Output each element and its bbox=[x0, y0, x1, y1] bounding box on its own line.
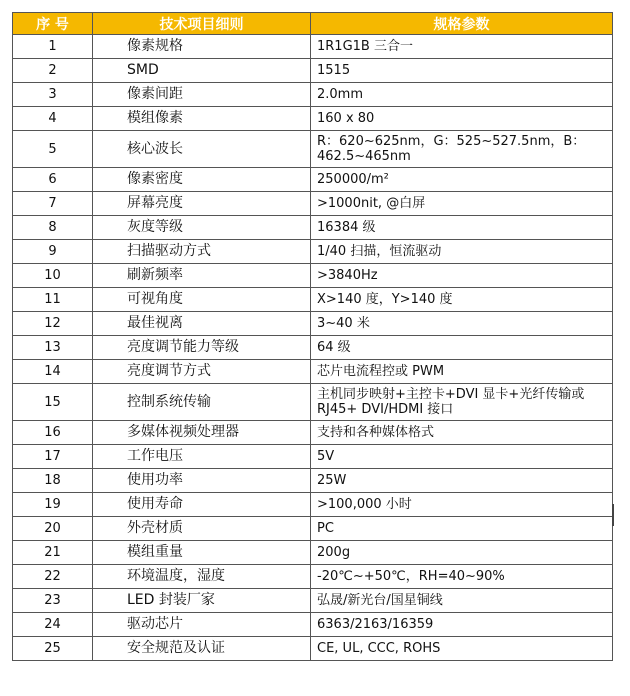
table-row bbox=[13, 637, 613, 661]
row-value: 16384 级 bbox=[311, 216, 613, 240]
row-number: 23 bbox=[13, 589, 93, 613]
row-number: 13 bbox=[13, 336, 93, 360]
row-number: 6 bbox=[13, 168, 93, 192]
row-value: >100,000 小时 bbox=[311, 493, 613, 517]
table-row bbox=[13, 35, 613, 59]
table-row bbox=[13, 336, 613, 360]
row-value: CE, UL, CCC, ROHS bbox=[311, 637, 613, 661]
row-item: SMD bbox=[93, 59, 311, 83]
row-item: 屏幕亮度 bbox=[93, 192, 311, 216]
row-number: 9 bbox=[13, 240, 93, 264]
edge-mark bbox=[612, 504, 618, 526]
row-item: 可视角度 bbox=[93, 288, 311, 312]
row-item: 像素密度 bbox=[93, 168, 311, 192]
table-row bbox=[13, 288, 613, 312]
table-row bbox=[13, 589, 613, 613]
row-item: 核心波长 bbox=[93, 131, 311, 168]
row-value: 64 级 bbox=[311, 336, 613, 360]
row-item: 安全规范及认证 bbox=[93, 637, 311, 661]
table-row bbox=[13, 192, 613, 216]
row-item: 亮度调节能力等级 bbox=[93, 336, 311, 360]
row-number: 17 bbox=[13, 445, 93, 469]
row-number: 1 bbox=[13, 35, 93, 59]
row-item: 灰度等级 bbox=[93, 216, 311, 240]
row-number: 11 bbox=[13, 288, 93, 312]
row-number: 22 bbox=[13, 565, 93, 589]
row-value: 主机同步映射+主控卡+DVI 显卡+光纤传输或 RJ45+ DVI/HDMI 接口 bbox=[311, 384, 613, 421]
row-item: 最佳视离 bbox=[93, 312, 311, 336]
row-value: 支持和各种媒体格式 bbox=[311, 421, 613, 445]
spec-table bbox=[12, 12, 613, 661]
row-item: 模组像素 bbox=[93, 107, 311, 131]
row-number: 24 bbox=[13, 613, 93, 637]
spec-table-body bbox=[13, 35, 613, 661]
row-item: 驱动芯片 bbox=[93, 613, 311, 637]
row-number: 25 bbox=[13, 637, 93, 661]
row-value: >1000nit, @白屏 bbox=[311, 192, 613, 216]
row-item: 外壳材质 bbox=[93, 517, 311, 541]
row-value: 1/40 扫描，恒流驱动 bbox=[311, 240, 613, 264]
table-row bbox=[13, 445, 613, 469]
row-number: 16 bbox=[13, 421, 93, 445]
row-item: 像素间距 bbox=[93, 83, 311, 107]
row-value: 200g bbox=[311, 541, 613, 565]
row-item: 亮度调节方式 bbox=[93, 360, 311, 384]
table-row bbox=[13, 83, 613, 107]
row-item: 像素规格 bbox=[93, 35, 311, 59]
row-number: 2 bbox=[13, 59, 93, 83]
table-row bbox=[13, 107, 613, 131]
row-value: 160 x 80 bbox=[311, 107, 613, 131]
header-no: 序 号 bbox=[13, 13, 93, 35]
row-number: 12 bbox=[13, 312, 93, 336]
row-number: 20 bbox=[13, 517, 93, 541]
table-row bbox=[13, 312, 613, 336]
row-value: -20℃~+50℃，RH=40~90% bbox=[311, 565, 613, 589]
row-number: 19 bbox=[13, 493, 93, 517]
header-row bbox=[13, 13, 613, 35]
row-item: 工作电压 bbox=[93, 445, 311, 469]
table-row bbox=[13, 131, 613, 168]
header-value: 规格参数 bbox=[311, 13, 613, 35]
row-item: 多媒体视频处理器 bbox=[93, 421, 311, 445]
table-row bbox=[13, 59, 613, 83]
row-value: 2.0mm bbox=[311, 83, 613, 107]
table-row bbox=[13, 168, 613, 192]
row-item: 扫描驱动方式 bbox=[93, 240, 311, 264]
table-row bbox=[13, 360, 613, 384]
table-row bbox=[13, 384, 613, 421]
row-value: PC bbox=[311, 517, 613, 541]
row-number: 3 bbox=[13, 83, 93, 107]
row-item: 使用功率 bbox=[93, 469, 311, 493]
table-row bbox=[13, 469, 613, 493]
row-value: 6363/2163/16359 bbox=[311, 613, 613, 637]
row-number: 5 bbox=[13, 131, 93, 168]
row-value: 5V bbox=[311, 445, 613, 469]
table-row bbox=[13, 613, 613, 637]
table-row bbox=[13, 517, 613, 541]
row-number: 15 bbox=[13, 384, 93, 421]
row-value: 芯片电流程控或 PWM bbox=[311, 360, 613, 384]
row-item: 环境温度，湿度 bbox=[93, 565, 311, 589]
row-item: 控制系统传输 bbox=[93, 384, 311, 421]
row-value: >3840Hz bbox=[311, 264, 613, 288]
row-value: 1R1G1B 三合一 bbox=[311, 35, 613, 59]
row-item: 使用寿命 bbox=[93, 493, 311, 517]
row-value: 弘晟/新光台/国星铜线 bbox=[311, 589, 613, 613]
row-value: 3~40 米 bbox=[311, 312, 613, 336]
row-number: 14 bbox=[13, 360, 93, 384]
table-row bbox=[13, 240, 613, 264]
row-item: 刷新频率 bbox=[93, 264, 311, 288]
table-row bbox=[13, 565, 613, 589]
row-number: 4 bbox=[13, 107, 93, 131]
row-number: 18 bbox=[13, 469, 93, 493]
row-number: 21 bbox=[13, 541, 93, 565]
row-item: LED 封装厂家 bbox=[93, 589, 311, 613]
table-row bbox=[13, 493, 613, 517]
row-item: 模组重量 bbox=[93, 541, 311, 565]
row-number: 7 bbox=[13, 192, 93, 216]
table-row bbox=[13, 216, 613, 240]
row-value: 250000/m² bbox=[311, 168, 613, 192]
table-row bbox=[13, 541, 613, 565]
row-value: X>140 度，Y>140 度 bbox=[311, 288, 613, 312]
row-number: 8 bbox=[13, 216, 93, 240]
header-item: 技术项目细则 bbox=[93, 13, 311, 35]
table-row bbox=[13, 421, 613, 445]
row-value: 25W bbox=[311, 469, 613, 493]
row-number: 10 bbox=[13, 264, 93, 288]
row-value: 1515 bbox=[311, 59, 613, 83]
table-row bbox=[13, 264, 613, 288]
row-value: R：620~625nm，G：525~527.5nm，B：462.5~465nm bbox=[311, 131, 613, 168]
